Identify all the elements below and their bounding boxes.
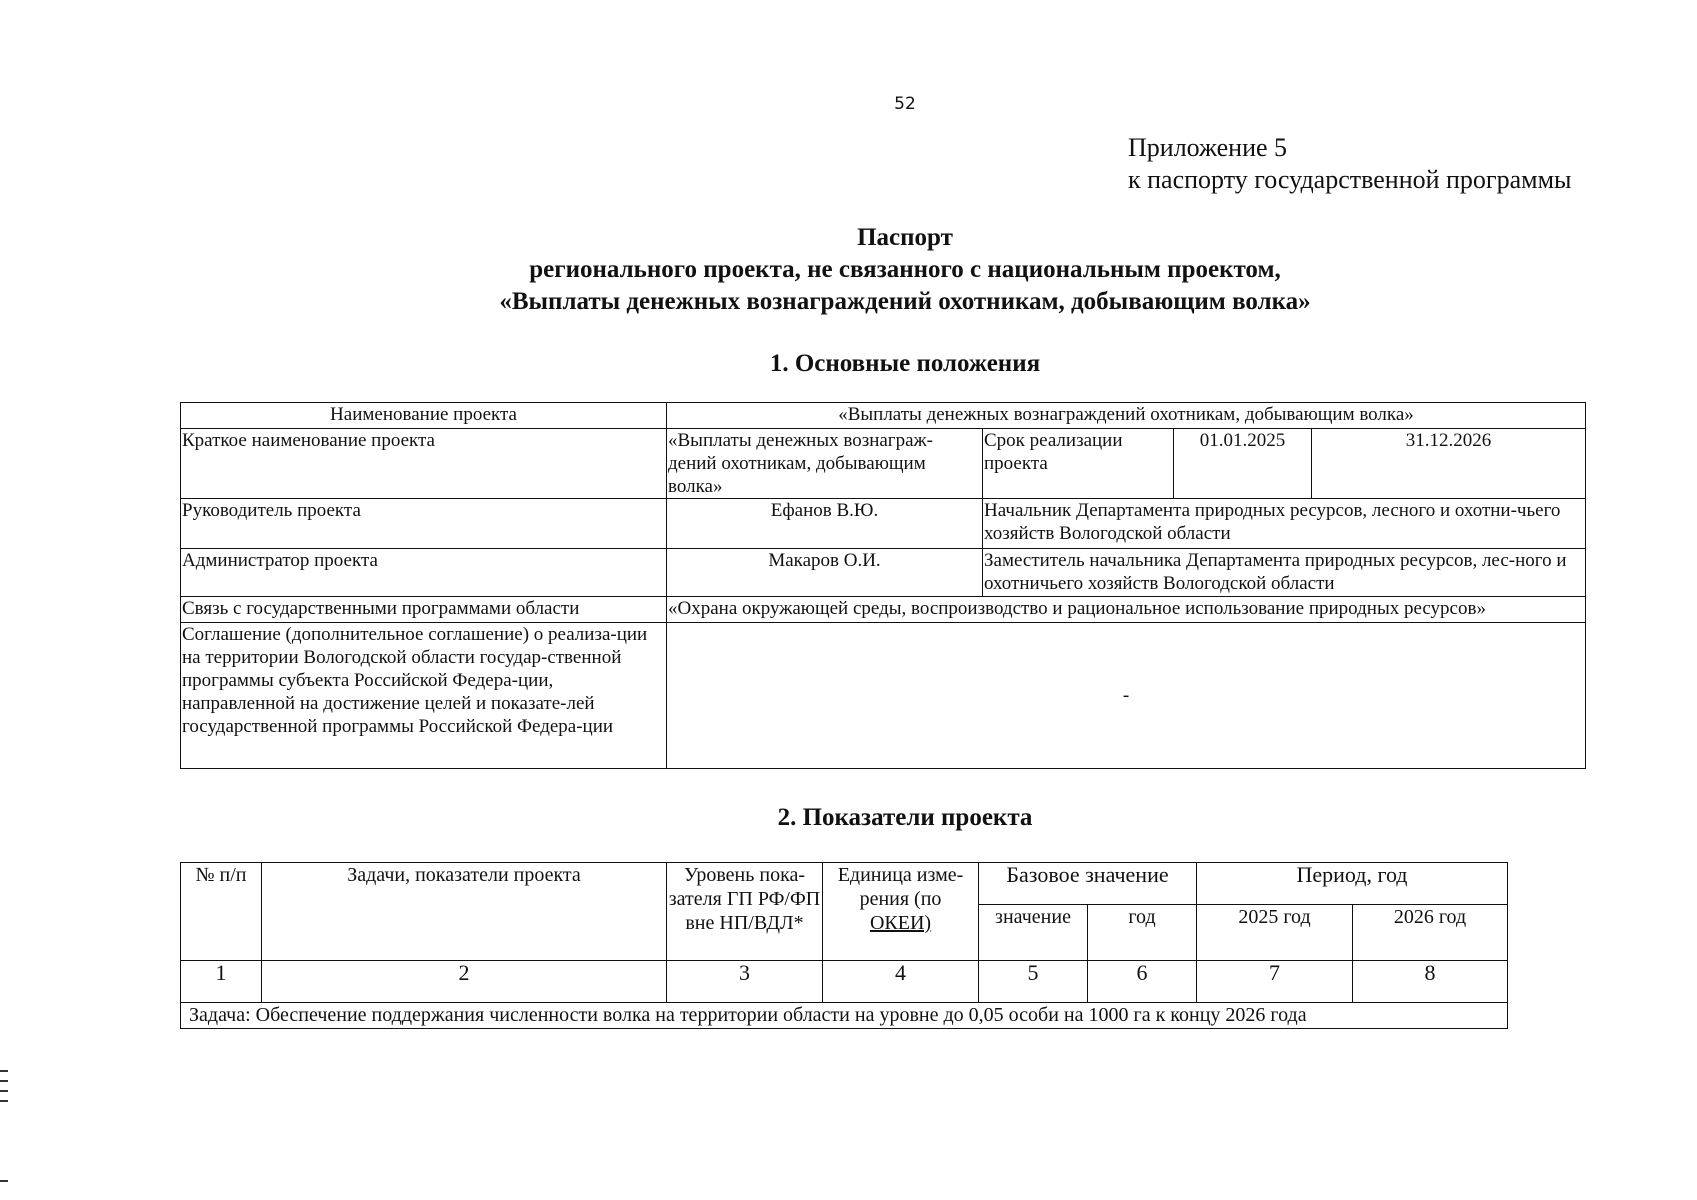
- title-line-2: регионального проекта, не связанного с национальным проектом,: [529, 256, 1281, 283]
- term-label: Срок реализации проекта: [983, 429, 1174, 499]
- agreement-value: -: [667, 623, 1586, 769]
- table-header-row: [181, 863, 1508, 905]
- title-line-1: Паспорт: [857, 224, 953, 251]
- table-row: [181, 499, 1586, 549]
- col-header-base-year: год: [1088, 905, 1197, 961]
- appendix-line-2: к паспорту государственной программы: [1128, 165, 1572, 194]
- col-header-base-value: значение: [979, 905, 1088, 961]
- appendix-line-1: Приложение 5: [1128, 133, 1288, 162]
- agreement-label: Соглашение (дополнительное соглашение) о реализа-ции на территории Вологодской области государ-ственной программы субъекта Российской Федера-ции, направленной на достижение целей и показате-лей государственной программы Российской Федера-ции: [181, 623, 667, 769]
- project-name-label: Наименование проекта: [181, 403, 667, 429]
- table-row: [181, 597, 1586, 623]
- head-position: Начальник Департамента природных ресурсов, лесного и охотни-чьего хозяйств Вологодской области: [983, 499, 1586, 549]
- table-row: [181, 623, 1586, 769]
- scan-mark: [0, 1100, 8, 1102]
- admin-position: Заместитель начальника Департамента природных ресурсов, лес-ного и охотничьего хозяйств Вологодской области: [983, 549, 1586, 597]
- col-header-level: Уровень пока-зателя ГП РФ/ФП вне НП/ВДЛ*: [667, 863, 823, 961]
- program-link-value: «Охрана окружающей среды, воспроизводство и рациональное использование природных ресурсов»: [667, 597, 1586, 623]
- column-number-row: [181, 961, 1508, 1003]
- col-header-unit: [823, 863, 979, 961]
- column-number: 7: [1197, 961, 1353, 1003]
- column-number: 3: [667, 961, 823, 1003]
- table-row: [181, 403, 1586, 429]
- col-header-2025: 2025 год: [1197, 905, 1353, 961]
- project-name-value: «Выплаты денежных вознаграждений охотникам, добывающим волка»: [667, 403, 1586, 429]
- document-title: [180, 222, 1630, 318]
- column-number: 2: [262, 961, 667, 1003]
- appendix-note: [1128, 132, 1572, 196]
- col-header-2026: 2026 год: [1353, 905, 1508, 961]
- admin-label: Администратор проекта: [181, 549, 667, 597]
- admin-name: Макаров О.И.: [667, 549, 983, 597]
- table-row: [181, 429, 1586, 499]
- column-number: 4: [823, 961, 979, 1003]
- head-label: Руководитель проекта: [181, 499, 667, 549]
- column-number: 6: [1088, 961, 1197, 1003]
- scan-mark: [0, 1080, 8, 1082]
- indicators-table: [180, 862, 1508, 1029]
- short-name-value: «Выплаты денежных вознаграж-дений охотникам, добывающим волка»: [667, 429, 983, 499]
- col-header-num: № п/п: [181, 863, 262, 961]
- main-provisions-table: [180, 402, 1586, 769]
- column-number: 1: [181, 961, 262, 1003]
- term-end: 31.12.2026: [1312, 429, 1586, 499]
- unit-header-text: Единица изме-рения (по: [837, 864, 964, 910]
- short-name-label: Краткое наименование проекта: [181, 429, 667, 499]
- section-1-heading: 1. Основные положения: [769, 350, 1041, 377]
- scan-mark: [0, 1070, 8, 1072]
- col-header-period: Период, год: [1197, 863, 1508, 905]
- scan-mark: [0, 1090, 8, 1092]
- page-number: 52: [894, 94, 916, 114]
- column-number: 5: [979, 961, 1088, 1003]
- section-2-heading: 2. Показатели проекта: [777, 804, 1033, 831]
- col-header-base: Базовое значение: [979, 863, 1197, 905]
- table-row: [181, 1003, 1508, 1029]
- unit-header-okei: ОКЕИ): [869, 912, 932, 934]
- table-row: [181, 549, 1586, 597]
- column-number: 8: [1353, 961, 1508, 1003]
- term-start: 01.01.2025: [1174, 429, 1312, 499]
- head-name: Ефанов В.Ю.: [667, 499, 983, 549]
- task-row: Задача: Обеспечение поддержания численности волка на территории области на уровне до 0,05 особи на 1000 га к концу 2026 года: [181, 1003, 1508, 1029]
- col-header-tasks: Задачи, показатели проекта: [262, 863, 667, 961]
- title-line-3: «Выплаты денежных вознаграждений охотникам, добывающим волка»: [499, 288, 1311, 315]
- program-link-label: Связь с государственными программами области: [181, 597, 667, 623]
- scan-mark: [0, 1180, 8, 1182]
